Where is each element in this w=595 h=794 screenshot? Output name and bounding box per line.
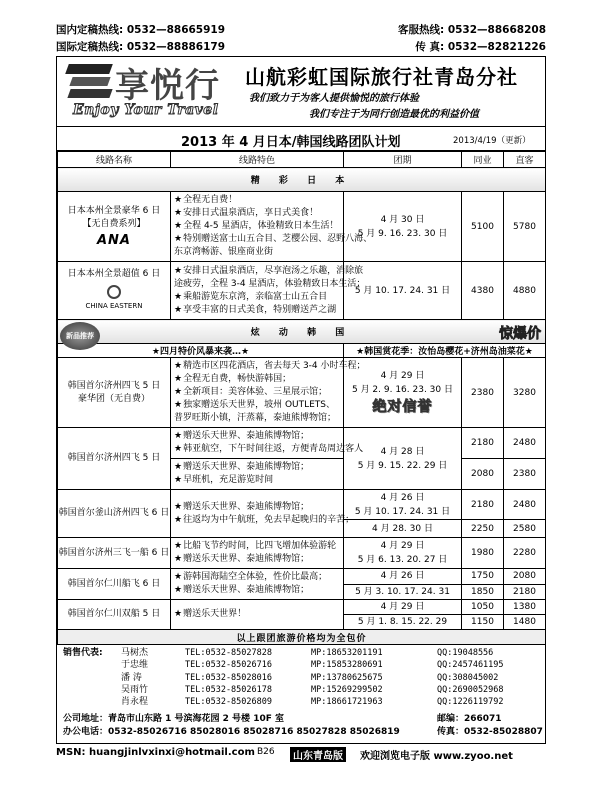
trade-price: 1850: [462, 584, 504, 600]
route-features: ★ 赠送乐天世界！: [171, 600, 344, 630]
new-product-badge: 新品推荐: [60, 322, 100, 350]
route-dates: 4 月 29 日 5 月 6. 13. 20. 27 日: [344, 538, 462, 569]
col-departure: 团期: [344, 152, 462, 168]
plan-date: 2013/4/19（更新）: [453, 136, 531, 146]
direct-price: 2180: [504, 584, 546, 600]
footer-tagline: 欢迎浏览电子版 www.zyoo.net: [360, 751, 513, 762]
route-name: 韩国首尔济州四飞 5 日: [58, 428, 171, 490]
direct-price: 2480: [504, 490, 546, 520]
address-text: 公司地址：青岛市山东路 1 号滨海花园 2 号楼 10F 室: [63, 714, 284, 724]
route-features: ★ 游韩国海陆空全体验，性价比最高； ★ 赠送乐天世界、泰迪熊博物馆；: [171, 569, 344, 600]
promo-right: ★韩国赏花季：汝怡岛樱花+济州岛油菜花★: [344, 344, 546, 358]
direct-price: 2380: [504, 459, 546, 490]
col-trade-price: 同业: [462, 152, 504, 168]
direct-price: 2080: [504, 569, 546, 585]
route-features: ★ 比船飞节约时间，比四飞增加体验游轮 ★ 赠送乐天世界、泰迪熊博物馆；: [171, 538, 344, 569]
china-eastern-mark-icon: [107, 285, 121, 299]
route-dates: 4 月 28 日 5 月 9. 15. 22. 29 日: [344, 428, 462, 490]
edition-badge: 山东青岛版: [290, 747, 346, 762]
slogan-2: 我们专注于为同行创造最优的利益价值: [309, 109, 479, 120]
china-eastern-logo: CHINA EASTERN: [86, 285, 143, 311]
list-item: 销售代表: 马树杰 TEL:0532-85027828 MP:18653201191 QQ:19048556: [63, 648, 494, 658]
office-fax: 传真：0532-85028807: [437, 727, 543, 737]
trade-price: 1050: [462, 600, 504, 615]
schedule-table: [57, 151, 546, 645]
route-features: ★ 赠送乐天世界、泰迪熊博物馆； ★ 往返均为中午航班，免去早起晚归的辛苦；: [171, 490, 344, 538]
route-name: 韩国首尔济州四飞 5 日 豪华团（无自费）: [58, 358, 171, 428]
route-dates: 4 月 28. 30 日: [344, 520, 462, 538]
col-direct-price: 直客: [504, 152, 546, 168]
trade-price: 4380: [462, 262, 504, 320]
promo-row: [58, 344, 546, 358]
route-dates: 4 月 29 日: [344, 600, 462, 615]
flyer-frame: [56, 56, 546, 744]
page-footer: [56, 746, 546, 762]
table-row: [58, 428, 546, 459]
trade-price: 1750: [462, 569, 504, 585]
ana-logo: ANA: [96, 232, 131, 248]
direct-price: 1380: [504, 600, 546, 615]
logo-chinese: 享悦行: [115, 66, 220, 106]
logo-cube-icon: [67, 64, 111, 100]
msn-contact: MSN: huangjinlvxinxi@hotmail.com: [56, 747, 255, 758]
route-dates: 5 月 3. 10. 17. 24. 31: [344, 584, 462, 600]
domestic-hotline: 国内定稿热线: 0532—88665919: [56, 24, 226, 36]
route-dates: 5 月 1. 8. 15. 22. 29: [344, 615, 462, 630]
route-name: 日本本州全景豪华 6 日 【无自费系列】 ANA: [58, 192, 171, 262]
route-dates: 5 月 10. 17. 24. 31 日: [344, 262, 462, 320]
trust-stamp: 绝对信誉: [372, 399, 433, 415]
trade-price: 1150: [462, 615, 504, 630]
trade-price: 2180: [462, 428, 504, 459]
trade-price: 5100: [462, 192, 504, 262]
table-header-row: [58, 152, 546, 168]
table-row: [58, 262, 546, 320]
promo-left: ★四月特价风暴来袭…★: [58, 344, 344, 358]
direct-price: 2280: [504, 538, 546, 569]
direct-price: 1480: [504, 615, 546, 630]
route-dates: 4 月 26 日: [344, 569, 462, 585]
price-footnote: 以上跟团旅游价格均为全包价: [58, 630, 546, 645]
direct-price: 2480: [504, 428, 546, 459]
company-address: [59, 713, 543, 739]
table-row: [58, 600, 546, 615]
direct-price: 4880: [504, 262, 546, 320]
list-item: 肖永程 TEL:0532-85026809 MP:18661721963 QQ:1226119792: [121, 697, 504, 708]
japan-section-title: 精 彩 日 本: [58, 168, 546, 192]
trade-price: 1980: [462, 538, 504, 569]
trade-price: 2380: [462, 358, 504, 428]
plan-title-bar: [57, 127, 545, 151]
company-name: 山航彩虹国际旅行社青岛分社: [245, 65, 518, 89]
route-name: 韩国首尔仁川船飞 6 日: [58, 569, 171, 600]
header: [57, 57, 545, 127]
list-item: 于忠维 TEL:0532-85026716 MP:15853280691 QQ:2457461195: [121, 660, 504, 671]
slogan-1: 我们致力于为客人提供愉悦的旅行体验: [249, 93, 419, 104]
page-number: B26: [257, 747, 275, 757]
trade-price: 2250: [462, 520, 504, 538]
trade-price: 2180: [462, 490, 504, 520]
direct-price: 2580: [504, 520, 546, 538]
route-features: ★ 全程无自费！ ★ 安排日式温泉酒店，享日式美食！ ★ 全程 4-5 星酒店，体验精致日本生活！ ★ 特别赠送富士山五合目、芝樱公园、忍野八海、 东京湾畅游、银座商业街: [171, 192, 344, 262]
col-route-features: 线路特色: [171, 152, 344, 168]
route-features: ★ 精选市区四花酒店，省去每天 3-4 小时车程； ★ 全程无自费，畅快游韩国； ★ 全新项目：美容体验、三星展示馆； ★ 独家赠送乐天世界，坡州 OUTLETS、 普罗旺斯小镇，汗蒸幕，泰迪熊博物馆；: [171, 358, 344, 428]
route-dates: 4 月 30 日 5 月 9. 16. 23. 30 日: [344, 192, 462, 262]
logo-english: Enjoy Your Travel: [73, 102, 219, 118]
table-row: [58, 490, 546, 520]
route-dates: 4 月 26 日 5 月 10. 17. 24. 31 日: [344, 490, 462, 520]
direct-price: 5780: [504, 192, 546, 262]
sales-label: 销售代表:: [63, 648, 103, 658]
trade-price: 2080: [462, 459, 504, 490]
direct-price: 3280: [504, 358, 546, 428]
plan-title: 2013 年 4 月日本/韩国线路团队计划: [181, 135, 401, 150]
fax-hotline: 传 真: 0532—82821226: [415, 41, 546, 53]
col-route-name: 线路名称: [58, 152, 171, 168]
korea-section-title: 新品推荐 炫 动 韩 国 惊爆价: [58, 320, 546, 344]
sales-contacts: [59, 647, 543, 708]
hotlines: [56, 22, 546, 56]
route-name: 韩国首尔济州三飞一船 6 日: [58, 538, 171, 569]
route-features: ★ 赠送乐天世界、泰迪熊博物馆； ★ 韩亚航空，下午时间往返，方便青岛周边客人: [171, 428, 344, 459]
table-row: [58, 358, 546, 428]
logo: [63, 60, 233, 122]
shock-price-badge: 惊爆价: [499, 326, 541, 342]
table-row: [58, 538, 546, 569]
service-hotline: 客服热线: 0532—88668208: [397, 24, 546, 36]
zip-code: 邮编：266071: [437, 714, 502, 724]
international-hotline: 国际定稿热线: 0532—88886179: [56, 41, 226, 53]
office-phones: 办公电话：0532-85026716 85028016 85028716 85027828 85026819: [63, 727, 400, 737]
route-dates: 4 月 29 日 5 月 2. 9. 16. 23. 30 日 绝对信誉: [344, 358, 462, 428]
route-features: ★ 赠送乐天世界、泰迪熊博物馆； ★ 早班机，充足游览时间: [171, 459, 344, 490]
table-row: [58, 569, 546, 585]
route-features: ★ 安排日式温泉酒店，尽享泡汤之乐趣，消除旅 途疲劳，全程 3-4 星酒店，体验精致日本生活； ★ 乘船游览东京湾，亲临富士山五合目 ★ 享受丰富的日式美食，特别赠送芦之湖: [171, 262, 344, 320]
route-name: 韩国首尔仁川双船 5 日: [58, 600, 171, 630]
list-item: 吴雨竹 TEL:0532-85026178 MP:15269299502 QQ:2690052968: [121, 684, 504, 695]
route-name: 韩国首尔釜山济州四飞 6 日: [58, 490, 171, 538]
list-item: 潘 涛 TEL:0532-85028016 MP:13780625675 QQ:308045002: [121, 672, 499, 683]
table-row: [58, 192, 546, 262]
route-name: 日本本州全景超值 6 日 CHINA EASTERN: [58, 262, 171, 320]
